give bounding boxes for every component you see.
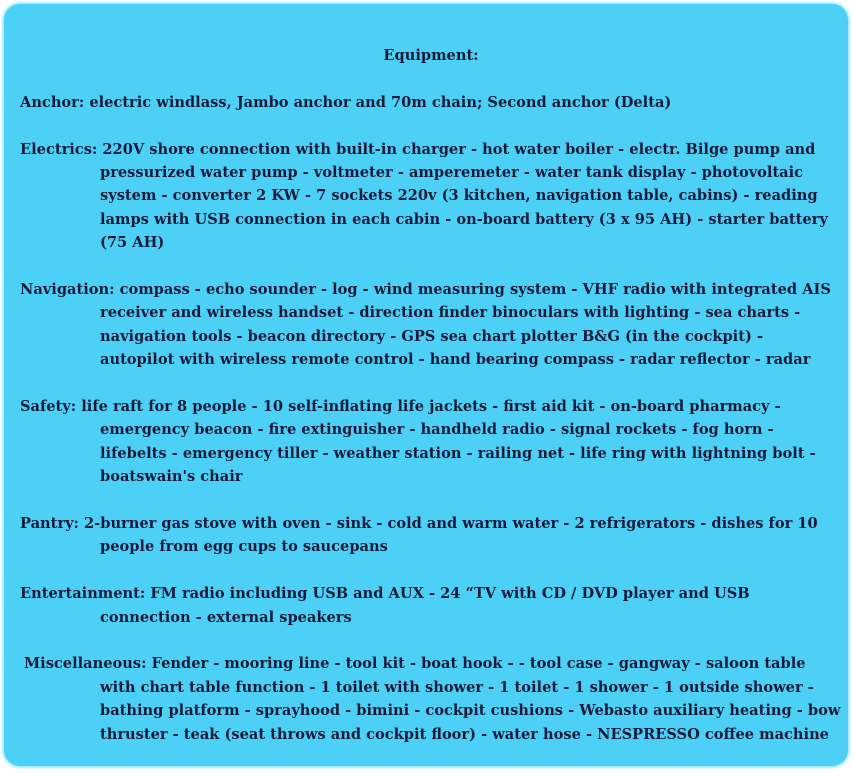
- pantry-section: Pantry: 2-burner gas stove with oven - sink - cold and warm water - 2 refrigerators - dishes for 10 people from egg cups to saucepans: [20, 515, 818, 556]
- equipment-card: [4, 4, 848, 766]
- electrics-section: Electrics: 220V shore connection with built-in charger - hot water boiler - electr. Bilge pump and pressurized water pump - voltmeter - amperemeter - water tank display - photovoltaic system - converter 2 KW - 7 sockets 220v (3 kitchen, navigation table, cabins) - reading lamps with USB connection in each cabin - on-board battery (3 x 95 AH) - starter battery (75 AH): [20, 140, 828, 252]
- entertainment-section: Entertainment: FM radio including USB and AUX - 24 “TV with CD / DVD player and USB connection - external speakers: [20, 585, 750, 626]
- anchor-section: Anchor: electric windlass, Jambo anchor and 70m chain; Second anchor (Delta): [20, 93, 672, 111]
- navigation-section: Navigation: compass - echo sounder - log - wind measuring system - VHF radio with integrated AIS receiver and wireless handset - direction finder binoculars with lighting - sea charts - navigation tools - beacon directory - GPS sea chart plotter B&G (in the cockpit) - autopilot with wireless remote control - hand bearing compass - radar reflector - radar: [20, 281, 831, 369]
- equipment-title: Equipment:: [383, 47, 479, 64]
- safety-section: Safety: life raft for 8 people - 10 self-inflating life jackets - first aid kit - on-board pharmacy - emergency beacon - fire extinguisher - handheld radio - signal rockets - fog horn - lifebelts - emergency tiller - weather station - railing net - life ring with lightning bolt - boatswain's chair: [20, 398, 816, 486]
- miscellaneous-section: Miscellaneous: Fender - mooring line - tool kit - boat hook - - tool case - gangway - saloon table with chart table function - 1 toilet with shower - 1 toilet - 1 shower - 1 outside shower - bathing platform - sprayhood - bimini - cockpit cushions - Webasto auxiliary heating - bow thruster - teak (seat throws and cockpit floor) - water hose - NESPRESSO coffee machine: [24, 655, 841, 743]
